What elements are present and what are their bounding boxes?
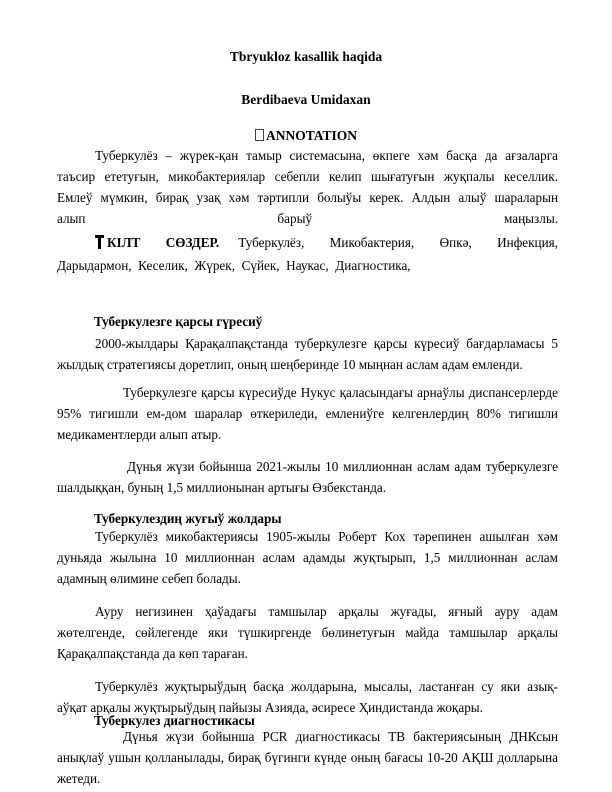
annotation-heading-row: [0, 125, 612, 146]
annotation-line-3: Емлеў мүмкин, бирақ узақ хәм тәртипли болыўы керек. Алдын алыў шараларын: [57, 190, 558, 205]
paragraph: 2000-жылдары Қарақалпақстанда туберкулезге қарсы күресиў бағдарламасы 5 жылдық стратегиясы доретлип, оның шеңберинде 10 мыңнан аслам адам емленди.: [57, 336, 558, 372]
paragraph: Ауру негизинен ҳаўадағы тамшылар арқалы жуғады, яғный ауру адам жөтелгенде, сөйлегенде яки түшкиргенде бөлинетуғын майда тамшылар арқалы Қарақалпақстанда да көп тараған.: [57, 604, 558, 661]
section-heading-transmission: Туберкулездиң жуғыў жолдары: [94, 511, 282, 526]
document-title: Tbryukloz kasallik haqida: [229, 49, 383, 64]
annotation-line-4: алып барыў маңызлы.: [57, 211, 558, 226]
empty-box-icon: [255, 129, 264, 141]
section-fight-body: [57, 333, 558, 498]
section-transmission-body: [57, 526, 558, 718]
annotation-line-2: таъсир ететуғын, микобактериялар себепли келип шығатуғын жуқпалы кеселлик.: [57, 169, 558, 184]
section-heading-fight: Туберкулезге қарсы гүресиў: [94, 314, 263, 329]
keywords-list-line-1: Туберкулёз, Микобактерия, Өпкә, Инфекция,: [238, 235, 559, 250]
annotation-line-1: Туберкулёз – жүрек-қан тамыр системасына, өкпеге хәм басқа да ағзаларга: [95, 148, 558, 163]
paragraph: Дүнья жүзи бойынша 2021-жылы 10 миллионнан аслам адам туберкулезге шалдыққан, буның 1,5 миллионынан артығы Өзбекстанда.: [57, 459, 558, 495]
paragraph: Туберкулёз жуқтырыўдың басқа жолдарына, мысалы, ластанған су яки азық-аўқат арқалы жуқтырыўдың пайызы Азияда, әсиресе Ҳиндистанда жоқары.: [57, 679, 558, 715]
paragraph: Дүнья жүзи бойынша PCR диагностикасы ТВ бактериясының ДНКсын анықлаў ушын қолланылады, бирақ бүгинги күнде оның бағасы 10-20 АҚШ долларына жетеди.: [57, 729, 558, 786]
keywords-line-1: [57, 232, 558, 255]
paragraph: Туберкулезге қарсы күресиўде Нукус қаласындағы арнаўлы диспансерлерде 95% тигишли ем-дом шаралар өткериледи, емлениўге келгенлердиң 80% тигишли медикаментлерди алып атыр.: [57, 385, 558, 442]
paragraph: Туберкулёз микобактериясы 1905-жылы Роберт Кох тәрепинен ашылған хәм дуньяда жылына 10 миллионнан аслам адамды жуқтырып, 1,5 миллионнан аслам адамның өлимине себеп болады.: [57, 529, 558, 586]
keywords-list-line-2: Дарыдармон, Кеселик, Жүрек, Сүйек, Наукас, Диагностика,: [57, 258, 411, 273]
keywords-block: [57, 232, 558, 276]
author-name: Berdibaeva Umidaxan: [241, 92, 371, 107]
keywords-label: КІЛТ СӨЗДЕР.: [107, 235, 220, 250]
annotation-text: [57, 145, 558, 229]
section-heading-diagnostics: Туберкулез диагностикасы: [94, 713, 255, 728]
annotation-heading: ANNOTATION: [265, 128, 357, 143]
section-diagnostics-body: [57, 726, 558, 789]
key-icon: [95, 234, 104, 255]
